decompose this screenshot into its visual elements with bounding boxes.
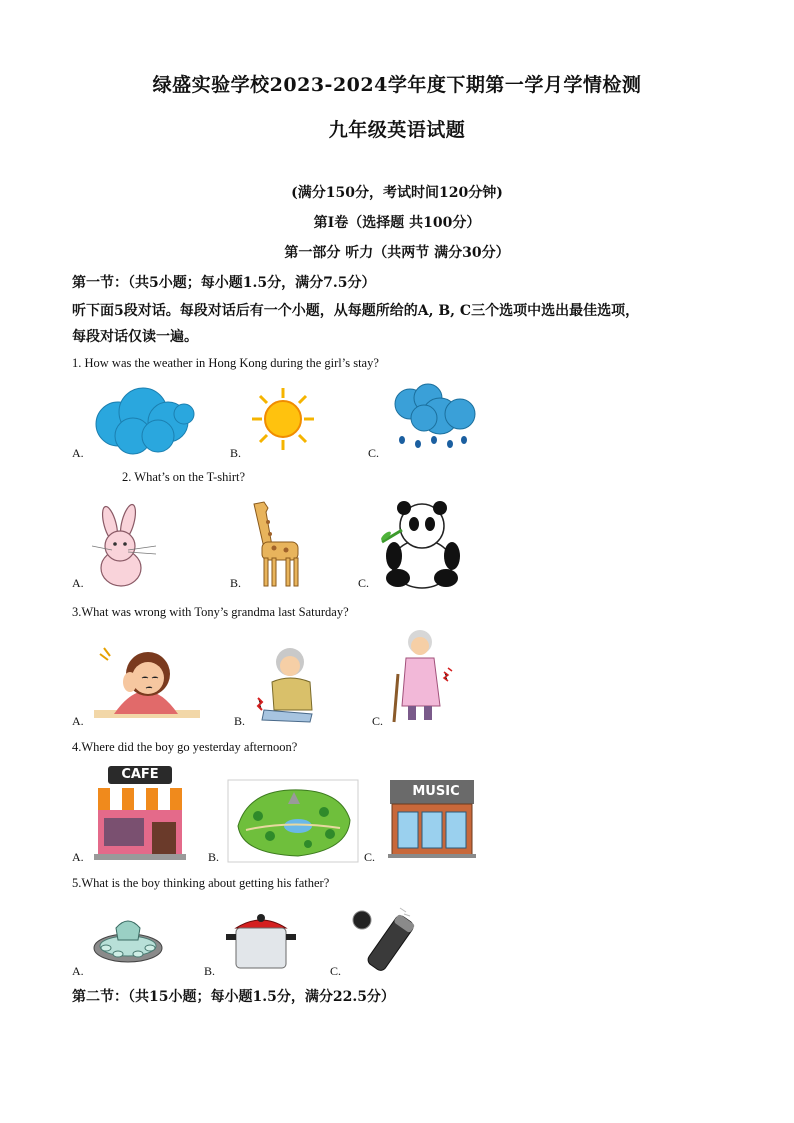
question-3: 3.What was wrong with Tony’s grandma last Saturday? bbox=[72, 605, 349, 619]
q3-option-b-label: B. bbox=[234, 714, 246, 728]
backache-icon bbox=[386, 628, 454, 724]
q1-option-b-label: B. bbox=[230, 446, 242, 460]
q1-option-a-label: A. bbox=[72, 446, 84, 460]
headache-icon bbox=[94, 644, 200, 720]
part-heading: 第一部分 听力（共两节 满分30分） bbox=[284, 245, 510, 261]
q4-option-c-label: C. bbox=[364, 850, 376, 864]
rabbit-icon bbox=[88, 506, 160, 590]
thermos-icon bbox=[350, 906, 412, 976]
panda-icon bbox=[378, 498, 466, 590]
section1-heading: 第一节：（共5小题；每小题1.5分，满分7.5分） bbox=[72, 275, 376, 291]
q1-option-c-label: C. bbox=[368, 446, 380, 460]
q3-option-a-label: A. bbox=[72, 714, 84, 728]
tea-set-icon bbox=[92, 910, 164, 964]
section2-heading: 第二节：（共15小题；每小题1.5分，满分22.5分） bbox=[72, 989, 395, 1005]
rain-cloud-icon bbox=[388, 384, 480, 454]
question-1: 1. How was the weather in Hong Kong during the girl’s stay? bbox=[72, 356, 379, 370]
exam-title: 绿盛实验学校2023-2024学年度下期第一学月学情检测 bbox=[152, 74, 642, 96]
exam-info: (满分150分，考试时间120分钟) bbox=[291, 185, 503, 201]
hurt-knee-icon bbox=[254, 644, 324, 726]
q3-option-c-label: C. bbox=[372, 714, 384, 728]
question-5: 5.What is the boy thinking about getting his father? bbox=[72, 876, 330, 890]
section1-instruction-line2: 每段对话仅读一遍。 bbox=[72, 329, 198, 345]
q5-option-a-label: A. bbox=[72, 964, 84, 978]
q2-option-b-label: B. bbox=[230, 576, 242, 590]
question-4: 4.Where did the boy go yesterday afternoon? bbox=[72, 740, 298, 754]
q2-option-c-label: C. bbox=[358, 576, 370, 590]
exam-subtitle: 九年级英语试题 bbox=[328, 119, 466, 141]
music-shop-icon bbox=[388, 778, 476, 858]
cloudy-icon bbox=[88, 384, 198, 454]
giraffe-icon bbox=[246, 498, 308, 590]
q2-option-a-label: A. bbox=[72, 576, 84, 590]
q5-option-b-label: B. bbox=[204, 964, 216, 978]
sun-icon bbox=[250, 386, 316, 452]
question-2: 2. What’s on the T-shirt? bbox=[122, 470, 246, 484]
section1-instruction-line1: 听下面5段对话。每段对话后有一个小题，从每题所给的A, B, C三个选项中选出最佳选项， bbox=[72, 303, 640, 319]
q4-option-a-label: A. bbox=[72, 850, 84, 864]
q4-option-b-label: B. bbox=[208, 850, 220, 864]
music-sign-text: MUSIC bbox=[412, 784, 460, 799]
cafe-icon bbox=[94, 766, 186, 860]
volume-heading: 第Ⅰ卷（选择题 共100分） bbox=[313, 215, 481, 231]
q5-option-c-label: C. bbox=[330, 964, 342, 978]
cafe-sign-text: CAFE bbox=[121, 767, 159, 782]
pot-icon bbox=[226, 910, 296, 972]
park-icon bbox=[228, 780, 358, 862]
